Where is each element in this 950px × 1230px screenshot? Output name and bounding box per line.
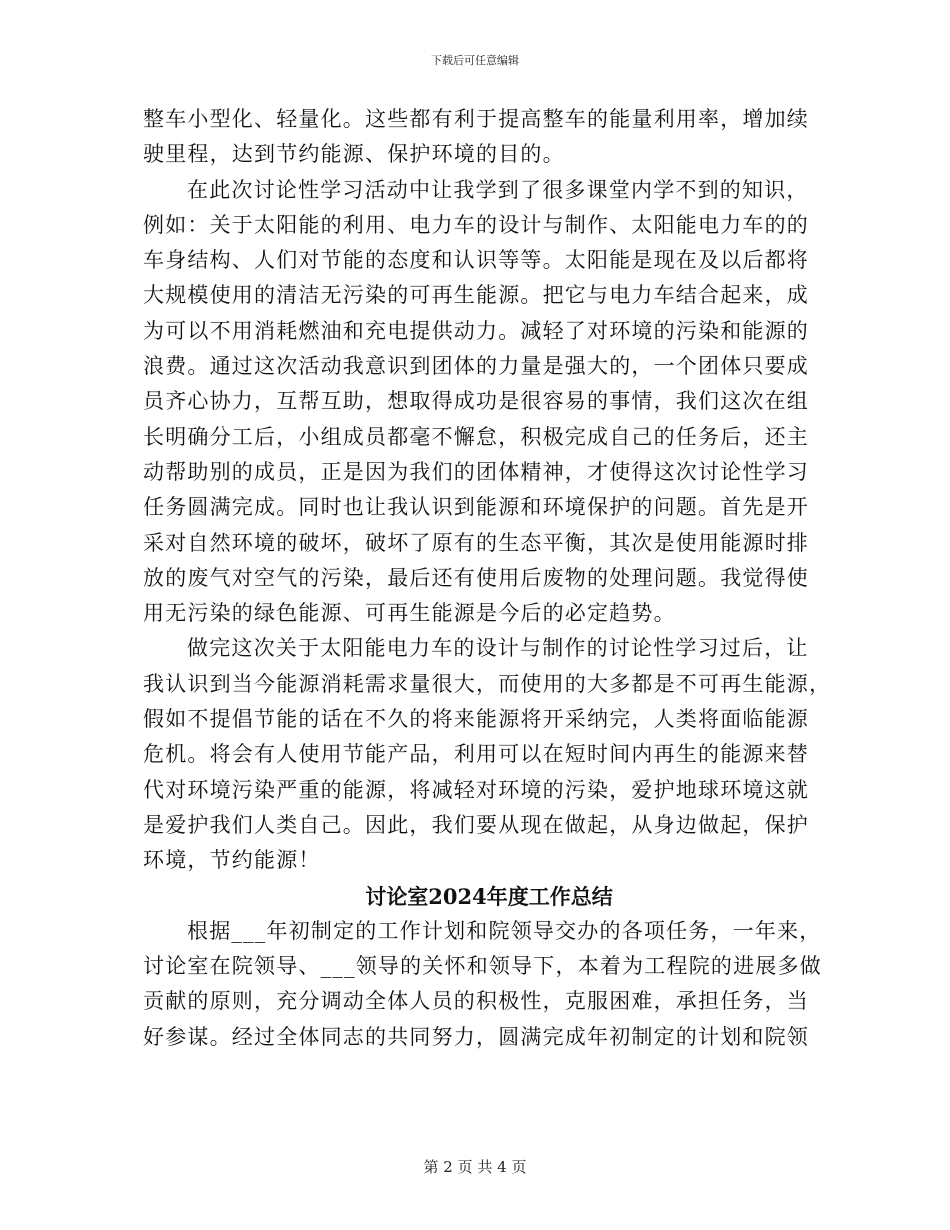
text-line: 是爱护我们人类自己。因此，我们要从现在做起，从身边做起，保护	[143, 812, 809, 837]
document-body	[143, 102, 832, 1055]
text-line: 长明确分工后，小组成员都毫不懈怠，积极完成自己的任务后，还主	[143, 424, 809, 449]
text-line: 我认识到当今能源消耗需求量很大，而使用的大多都是不可再生能源，	[143, 671, 832, 696]
text-line: 做完这次关于太阳能电力车的设计与制作的讨论性学习过后，让	[187, 636, 809, 661]
text-line: 车身结构、人们对节能的态度和认识等等。太阳能是现在及以后都将	[143, 248, 809, 273]
paragraph-2	[143, 173, 815, 632]
paragraph-3	[143, 631, 832, 878]
text-line: 整车小型化、轻量化。这些都有利于提高整车的能量利用率，增加续	[143, 107, 809, 131]
text-line: 员齐心协力，互帮互助，想取得成功是很容易的事情，我们这次在组	[143, 389, 809, 414]
section-title: 讨论室2024年度工作总结	[365, 883, 613, 909]
text-line: 浪费。通过这次活动我意识到团体的力量是强大的，一个团体只要成	[143, 354, 809, 379]
text-line: 代对环境污染严重的能源，将减轻对环境的污染，爱护地球环境这就	[143, 777, 809, 802]
text-line: 用无污染的绿色能源、可再生能源是今后的必定趋势。	[143, 601, 676, 626]
text-line: 好参谋。经过全体同志的共同努力，圆满完成年初制定的计划和院领	[143, 1024, 809, 1049]
text-line: 讨论室在院领导、___领导的关怀和领导下，本着为工程院的进展多做	[143, 954, 822, 979]
text-line: 环境，节约能源！	[143, 848, 321, 873]
text-line: 在此次讨论性学习活动中让我学到了很多课堂内学不到的知识，	[187, 177, 809, 202]
paragraph-1	[143, 102, 815, 173]
text-line: 危机。将会有人使用节能产品，利用可以在短时间内再生的能源来替	[143, 742, 809, 767]
text-line: 根据___年初制定的工作计划和院领导交办的各项任务，一年来，	[187, 918, 822, 943]
text-line: 为可以不用消耗燃油和充电提供动力。减轻了对环境的污染和能源的	[143, 318, 809, 343]
text-line: 例如：关于太阳能的利用、电力车的设计与制作、太阳能电力车的的	[143, 212, 809, 237]
text-line: 大规模使用的清洁无污染的可再生能源。把它与电力车结合起来，成	[143, 283, 809, 308]
text-line: 动帮助别的成员，正是因为我们的团体精神，才使得这次讨论性学习	[143, 459, 809, 484]
text-line: 贡献的原则，充分调动全体人员的积极性，克服困难，承担任务，当	[143, 989, 809, 1014]
text-line: 任务圆满完成。同时也让我认识到能源和环境保护的问题。首先是开	[143, 495, 809, 520]
text-line: 驶里程，达到节约能源、保护环境的目的。	[143, 142, 565, 167]
paragraph-4	[143, 914, 822, 1055]
text-line: 假如不提倡节能的话在不久的将来能源将开采纳完，人类将面临能源	[143, 707, 809, 732]
page-header: 下载后可任意编辑	[431, 54, 519, 67]
page-footer: 第 2 页 共 4 页	[423, 1158, 527, 1176]
text-line: 采对自然环境的破坏，破坏了原有的生态平衡，其次是使用能源时排	[143, 530, 809, 555]
text-line: 放的废气对空气的污染，最后还有使用后废物的处理问题。我觉得使	[143, 565, 809, 590]
